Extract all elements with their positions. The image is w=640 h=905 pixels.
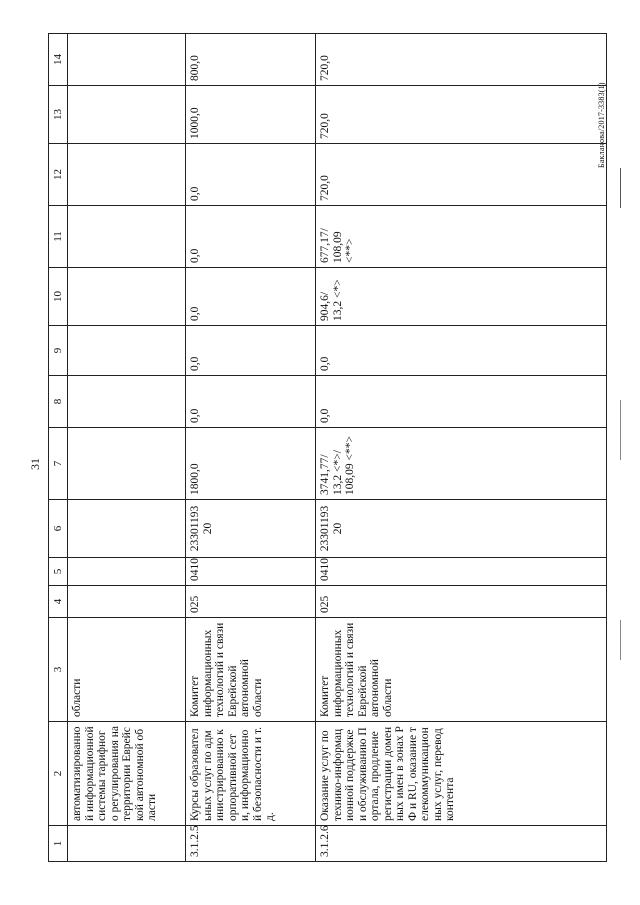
margin-rule [620, 400, 621, 460]
cell-value: 1000,0 [186, 86, 316, 144]
header-cell: 9 [49, 326, 68, 376]
cell-section: 0410 [316, 558, 607, 586]
cell-value [68, 376, 186, 428]
cell-number [68, 826, 186, 862]
cell-value: 0,0 [186, 144, 316, 206]
table-row [186, 34, 316, 862]
cell-number: 3.1.2.5 [186, 826, 316, 862]
margin-rule [620, 620, 621, 660]
cell-total: 1800,0 [186, 428, 316, 500]
header-cell: 2 [49, 722, 68, 826]
cell-value: 904,6/ 13,2 <*> [316, 268, 607, 326]
cell-value: 0,0 [186, 206, 316, 268]
cell-section [68, 558, 186, 586]
cell-value: 0,0 [186, 268, 316, 326]
cell-section: 0410 [186, 558, 316, 586]
cell-target-article [68, 500, 186, 558]
cell-executor: области [68, 618, 186, 722]
cell-executor: Комитет информационных технологий и связи Еврейской автономной области [316, 618, 607, 722]
cell-value [68, 144, 186, 206]
document-side-code: Бакланова/2017-3383(1) [597, 82, 606, 168]
cell-value: 720,0 [316, 144, 607, 206]
margin-rule [620, 168, 621, 208]
cell-value: 677,17/ 108,09 <**> [316, 206, 607, 268]
cell-value: 0,0 [316, 326, 607, 376]
header-cell: 5 [49, 558, 68, 586]
cell-description: Оказание услуг по технико-информационной поддержке и обслуживанию Портала, продление регистрации доменных имен в зонах РФ и RU, оказание телекоммуникационных услуг, перевод контента [316, 722, 607, 826]
cell-value: 720,0 [316, 86, 607, 144]
header-cell: 3 [49, 618, 68, 722]
header-cell: 6 [49, 500, 68, 558]
cell-number: 3.1.2.6 [316, 826, 607, 862]
cell-value: 720,0 [316, 34, 607, 86]
cell-executor: Комитет информационных технологий и связи Еврейской автономной области [186, 618, 316, 722]
header-cell: 8 [49, 376, 68, 428]
cell-value: 0,0 [186, 376, 316, 428]
cell-total: 3741,77/ 13,2 <*>/ 108,09 <**> [316, 428, 607, 500]
table-header-row [49, 34, 68, 862]
cell-value [68, 34, 186, 86]
cell-value: 800,0 [186, 34, 316, 86]
cell-description: Курсы образовательных услуг по администрированию корпоративной сети, информационной безопасности и т.д. [186, 722, 316, 826]
cell-value: 0,0 [186, 326, 316, 376]
cell-total [68, 428, 186, 500]
cell-value: 0,0 [316, 376, 607, 428]
cell-value [68, 86, 186, 144]
cell-grbs: 025 [316, 586, 607, 618]
page-number: 31 [28, 458, 42, 470]
header-cell: 12 [49, 144, 68, 206]
cell-grbs [68, 586, 186, 618]
header-cell: 7 [49, 428, 68, 500]
budget-table [48, 33, 607, 862]
header-cell: 11 [49, 206, 68, 268]
budget-table-rotated [48, 34, 607, 862]
table-row [316, 34, 607, 862]
cell-value [68, 206, 186, 268]
table-row [68, 34, 186, 862]
header-cell: 10 [49, 268, 68, 326]
header-cell: 1 [49, 826, 68, 862]
cell-grbs: 025 [186, 586, 316, 618]
cell-value [68, 326, 186, 376]
cell-description: автоматизированной информационной системы тарифного регулирования на территории Еврейской автономной области [68, 722, 186, 826]
cell-value [68, 268, 186, 326]
header-cell: 13 [49, 86, 68, 144]
header-cell: 14 [49, 34, 68, 86]
header-cell: 4 [49, 586, 68, 618]
cell-target-article: 2330119320 [316, 500, 607, 558]
cell-target-article: 2330119320 [186, 500, 316, 558]
